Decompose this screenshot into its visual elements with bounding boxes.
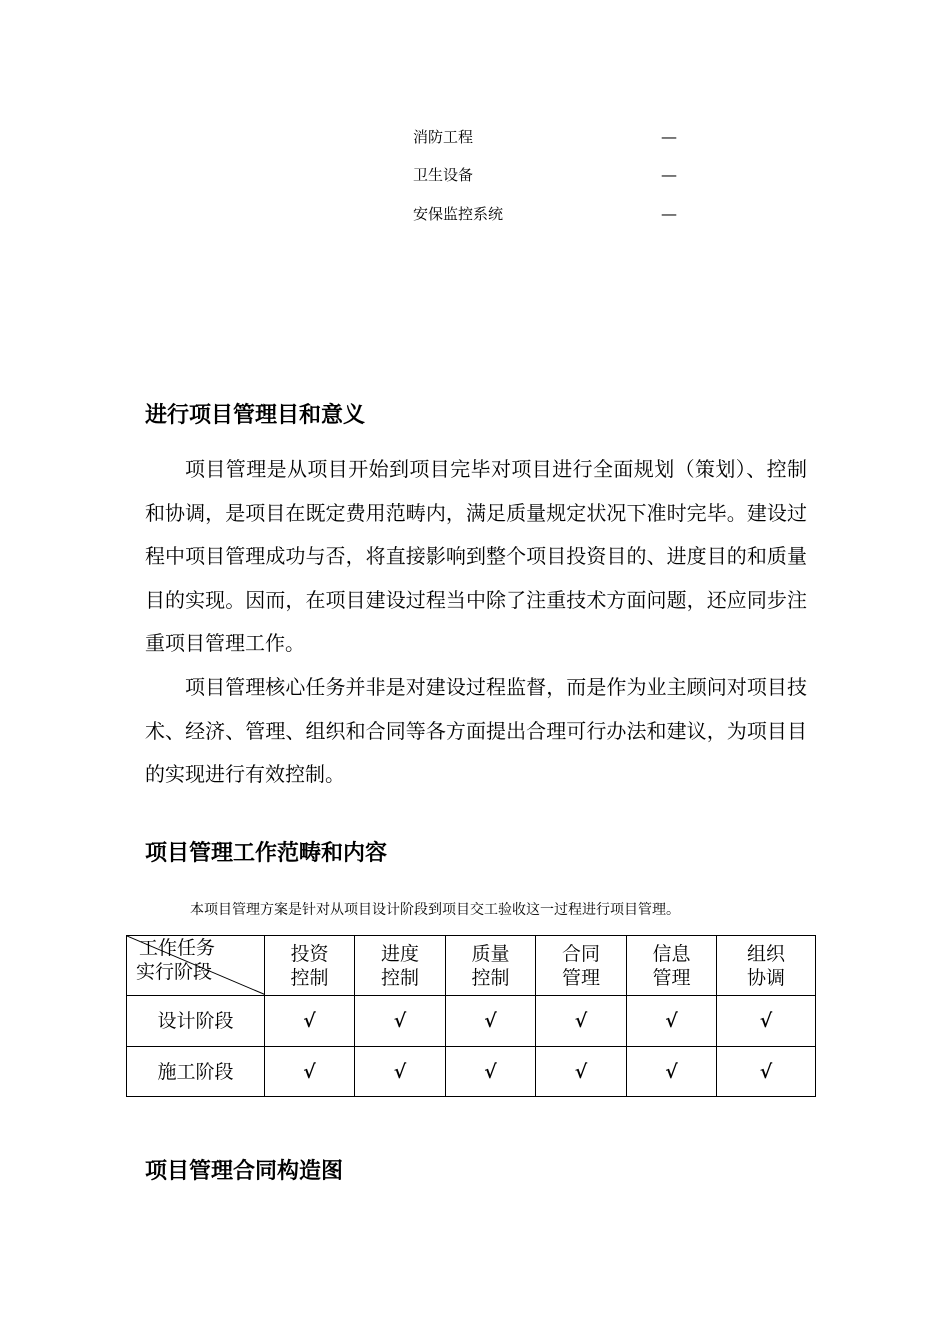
check-mark: √ [446,996,536,1047]
check-mark: √ [717,996,816,1047]
list-item-label: 卫生设备 [413,166,474,184]
column-header: 进度 控制 [355,936,446,996]
row-stage-label: 施工阶段 [127,1047,265,1097]
check-mark: √ [446,1047,536,1097]
list-item-label: 安保监控系统 [413,205,504,223]
task-stage-table [126,935,816,1097]
body-paragraph: 项目管理是从项目开始到项目完毕对项目进行全面规划（策划）、控制和协调，是项目在既定费用范畴内，满足质量规定状况下准时完毕。建设过程中项目管理成功与否，将直接影响到整个项目投资目的、进度目的和质量目的实现。因而，在项目建设过程当中除了注重技术方面问题，还应同步注重项目管理工作。 [145,457,807,656]
check-mark: √ [717,1047,816,1097]
check-mark: √ [627,1047,717,1097]
list-item-label: 消防工程 [413,128,474,146]
corner-label-tasks: 工作任务 [139,937,216,959]
column-header: 组织 协调 [717,936,816,996]
check-mark: √ [536,1047,627,1097]
check-mark: √ [627,996,717,1047]
check-mark: √ [355,1047,446,1097]
check-mark: √ [265,996,355,1047]
body-paragraph: 项目管理核心任务并非是对建设过程监督，而是作为业主顾问对项目技术、经济、管理、组织和合同等各方面提出合理可行办法和建议，为项目目的实现进行有效控制。 [145,675,807,787]
column-header: 合同 管理 [536,936,627,996]
column-header: 投资 控制 [265,936,355,996]
row-stage-label: 设计阶段 [127,996,265,1047]
check-mark: √ [536,996,627,1047]
table-corner-cell [127,936,265,996]
table-row [127,996,816,1047]
column-header: 质量 控制 [446,936,536,996]
check-mark: √ [355,996,446,1047]
section-heading-purpose: 进行项目管理目和意义 [145,403,366,428]
list-item-dash: — [661,165,677,184]
table-row [127,1047,816,1097]
list-item-dash: — [661,204,677,223]
list-item-dash: — [661,127,677,146]
column-header: 信息 管理 [627,936,717,996]
corner-label-stages: 实行阶段 [136,961,213,983]
section-heading-scope: 项目管理工作范畴和内容 [145,841,388,866]
table-header-row [127,936,816,996]
section-heading-contract-structure: 项目管理合同构造图 [145,1159,344,1184]
check-mark: √ [265,1047,355,1097]
table-intro-text: 本项目管理方案是针对从项目设计阶段到项目交工验收这一过程进行项目管理。 [190,902,680,918]
